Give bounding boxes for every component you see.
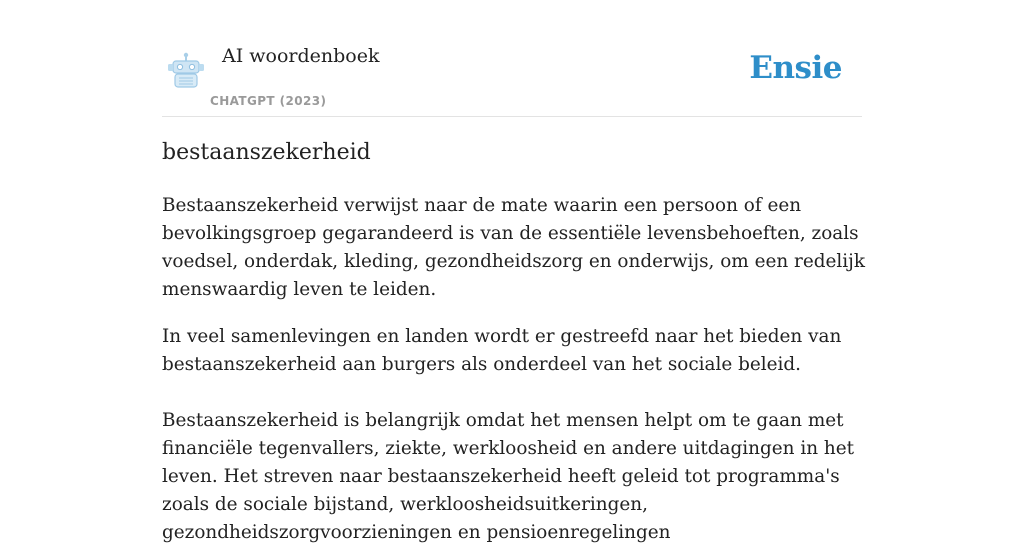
robot-icon <box>166 52 206 90</box>
definition-paragraph: Bestaanszekerheid verwijst naar de mate waarin een persoon of een bevolkingsgroep gegarandeerd is van de essentiële levensbehoeften, zoals voedsel, onderdak, kleding, gezondheidszorg en onderwijs, om een redelijk menswaardig leven te leiden. <box>162 195 865 300</box>
ensie-logo[interactable]: Ensie <box>749 50 842 86</box>
entry-term: bestaanszekerheid <box>162 140 371 165</box>
definition-paragraph: In veel samenlevingen en landen wordt er gestreefd naar het bieden van bestaanszekerheid aan burgers als onderdeel van het sociale beleid. <box>162 326 842 375</box>
source-subtitle: CHATGPT (2023) <box>210 94 327 108</box>
definition-paragraph: Bestaanszekerheid is belangrijk omdat het mensen helpt om te gaan met financiële tegenvallers, ziekte, werkloosheid en andere uitdagingen in het leven. Het streven naar bestaanszekerheid heeft geleid tot programma's zoals de sociale bijstand, werkloosheidsuitkeringen, gezondheidszorgvoorzieningen en pensioenregelingen <box>162 410 855 543</box>
page-container <box>162 0 865 543</box>
source-title[interactable]: AI woordenboek <box>222 45 380 67</box>
source-header <box>162 0 862 117</box>
